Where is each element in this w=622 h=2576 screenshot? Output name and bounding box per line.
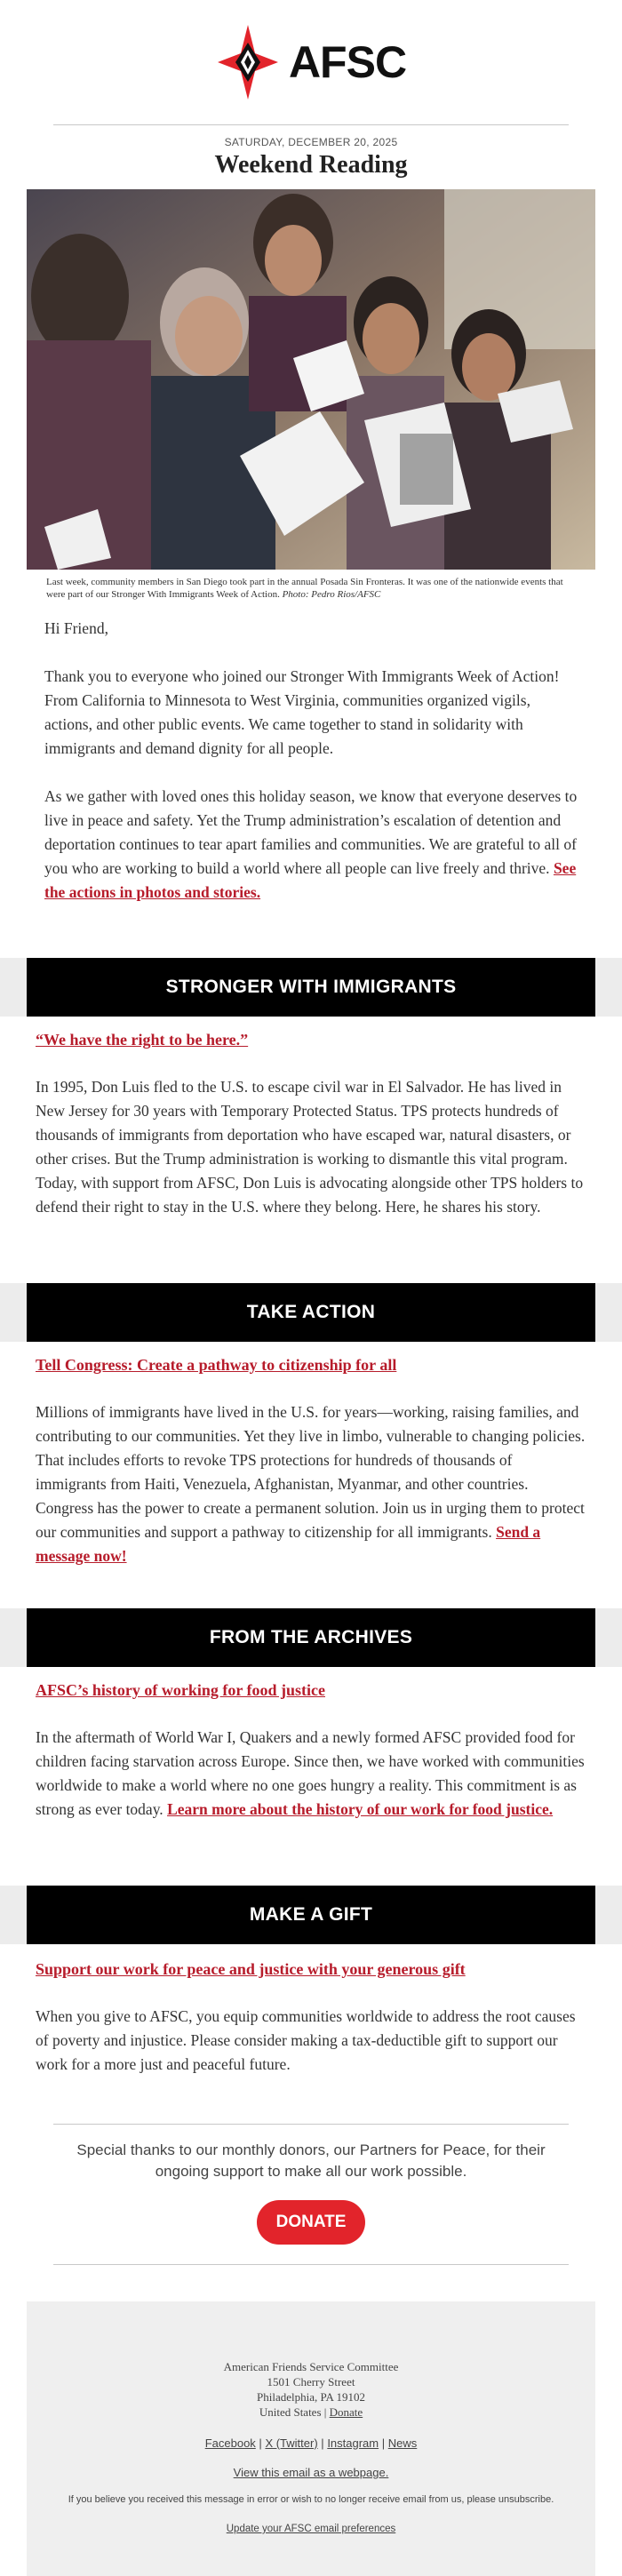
- header-divider: [53, 124, 569, 125]
- story-link-wrapper: [36, 1031, 586, 1050]
- section-band-archives: [0, 1608, 622, 1667]
- footer-social-links: [27, 2436, 595, 2450]
- footer: [27, 2301, 595, 2576]
- action-body-text: Millions of immigrants have lived in the U.S. for years—working, raising families, and contributing to our communities. Yet they live in limbo, vulnerable to changing policies. That includes efforts to revoke TPS protections for hundreds of thousands of immigrants from Haiti, Venezuela, Afghanistan, Myanmar, and other countries. Congress has the power to create a permanent solution. Join us in urging them to protect our communities and support a pathway to citizenship for all immigrants.: [36, 1403, 586, 1541]
- twitter-link[interactable]: X (Twitter): [265, 2436, 318, 2450]
- photo-caption: [46, 576, 576, 601]
- thanks-divider-bottom: [53, 2264, 569, 2265]
- email-preferences-link[interactable]: Update your AFSC email preferences: [226, 2524, 396, 2534]
- section-title-gift: MAKE A GIFT: [249, 1904, 373, 1925]
- learn-more-food-justice-link[interactable]: Learn more about the history of our work for food justice.: [167, 1800, 554, 1818]
- thanks-text: Special thanks to our monthly donors, our Partners for Peace, for their ongoing support to make all our work possible.: [76, 2141, 546, 2180]
- hero-photo-illustration: [27, 189, 595, 570]
- section-band-stronger: [0, 958, 622, 1017]
- archives-body-text: In the aftermath of World War I, Quakers and a newly formed AFSC provided food for children facing starvation across Europe. Since then, we have worked with communities worldwide to make a world where no one goes hungry a reality. This commitment is as strong as ever today.: [36, 1728, 585, 1818]
- footer-webpage: [27, 2466, 595, 2479]
- footer-address: [27, 2359, 595, 2420]
- hero-photo: [27, 189, 595, 570]
- intro-paragraph-2: [44, 785, 578, 905]
- news-link[interactable]: News: [387, 2436, 418, 2450]
- footer-city: Philadelphia, PA 19102: [257, 2390, 365, 2404]
- facebook-link[interactable]: Facebook: [204, 2436, 256, 2450]
- view-as-webpage-link[interactable]: View this email as a webpage.: [233, 2466, 389, 2479]
- thanks-divider-top: [53, 2124, 569, 2125]
- footer-preferences: [27, 2524, 595, 2534]
- logo-area: [0, 0, 622, 124]
- story-body: In 1995, Don Luis fled to the U.S. to escape civil war in El Salvador. He has lived in New Jersey for 30 years with Temporary Protected Status. TPS protects hundreds of thousands of immigrants from deportation who have escaped war, natural disasters, or other crises. But the Trump administration is working to dismantle this vital program. Today, with support from AFSC, Don Luis is advocating alongside other TPS holders to defend their right to stay in the U.S. where they belong. Here, he shares his story.: [36, 1078, 584, 1216]
- support-gift-link[interactable]: Support our work for peace and justice with your generous gift: [36, 1960, 466, 1978]
- archives-link-wrapper: [36, 1681, 586, 1701]
- send-message-link[interactable]: Send a message now!: [36, 1523, 541, 1565]
- footer-donate-link[interactable]: Donate: [329, 2405, 363, 2419]
- archives-body: [36, 1726, 586, 1822]
- greeting: Hi Friend,: [44, 619, 108, 637]
- section-header-archives: [27, 1608, 595, 1667]
- footer-country-line: [27, 2405, 595, 2420]
- section-header-take-action: [27, 1283, 595, 1342]
- intro-paragraph-1: Thank you to everyone who joined our Stronger With Immigrants Week of Action! From California to Minnesota to West Virginia, communities organized vigils, actions, and other public events. We came together to stand in solidarity with immigrants and demand dignity for all people.: [44, 667, 560, 757]
- story-link-right-to-be-here[interactable]: “We have the right to be here.”: [36, 1031, 249, 1049]
- section-title-take-action: TAKE ACTION: [246, 1302, 376, 1322]
- intro-paragraph-2-text: As we gather with loved ones this holiday season, we know that everyone deserves to live in peace and safety. Yet the Trump administration’s escalation of detention and deportation continues to tear apart families and communities. We are grateful to all of you who are working to build a world where all people can live freely and thrive.: [44, 787, 578, 877]
- section-title-stronger: STRONGER WITH IMMIGRANTS: [165, 977, 457, 997]
- footer-separator: |: [323, 2405, 327, 2419]
- issue-date: SATURDAY, DECEMBER 20, 2025: [224, 136, 398, 148]
- unsubscribe-note: If you believe you received this message in error or wish to no longer receive email from us, please unsubscribe.: [68, 2494, 554, 2505]
- action-link-wrapper: [36, 1356, 586, 1376]
- section-band-gift: [0, 1886, 622, 1944]
- section-title-archives: FROM THE ARCHIVES: [209, 1627, 413, 1647]
- footer-org: American Friends Service Committee: [223, 2360, 399, 2373]
- donate-button[interactable]: DONATE: [257, 2200, 365, 2245]
- tell-congress-link[interactable]: Tell Congress: Create a pathway to citizenship for all: [36, 1356, 397, 1374]
- logo-wordmark: AFSC: [288, 37, 407, 87]
- section-header-stronger: [27, 958, 595, 1017]
- section-band-take-action: [0, 1283, 622, 1342]
- caption-text: Last week, community members in San Diego took part in the annual Posada Sin Fronteras. It was one of the nationwide events that were part of our Stronger With Immigrants Week of Action.: [46, 577, 563, 600]
- instagram-link[interactable]: Instagram: [327, 2436, 379, 2450]
- footer-street: 1501 Cherry Street: [267, 2375, 355, 2389]
- newsletter-title: Weekend Reading: [214, 151, 408, 179]
- gift-link-wrapper: [36, 1960, 586, 1980]
- social-separator: |: [381, 2436, 386, 2450]
- photos-stories-link[interactable]: See the actions in photos and stories.: [44, 859, 577, 901]
- star-logo-icon: [216, 23, 280, 101]
- section-header-gift: [27, 1886, 595, 1944]
- photo-credit: Photo: Pedro Rios/AFSC: [282, 589, 381, 600]
- footer-country: United States: [259, 2405, 322, 2419]
- afsc-logo[interactable]: [216, 23, 406, 101]
- gift-body: When you give to AFSC, you equip communities worldwide to address the root causes of poverty and injustice. Please consider making a tax-deductible gift to support our work for a more just and peaceful future.: [36, 2007, 576, 2073]
- social-separator: |: [259, 2436, 262, 2450]
- social-separator: |: [321, 2436, 324, 2450]
- intro-section: [44, 617, 578, 929]
- action-body: [36, 1400, 586, 1568]
- food-justice-link[interactable]: AFSC’s history of working for food justice: [36, 1681, 325, 1699]
